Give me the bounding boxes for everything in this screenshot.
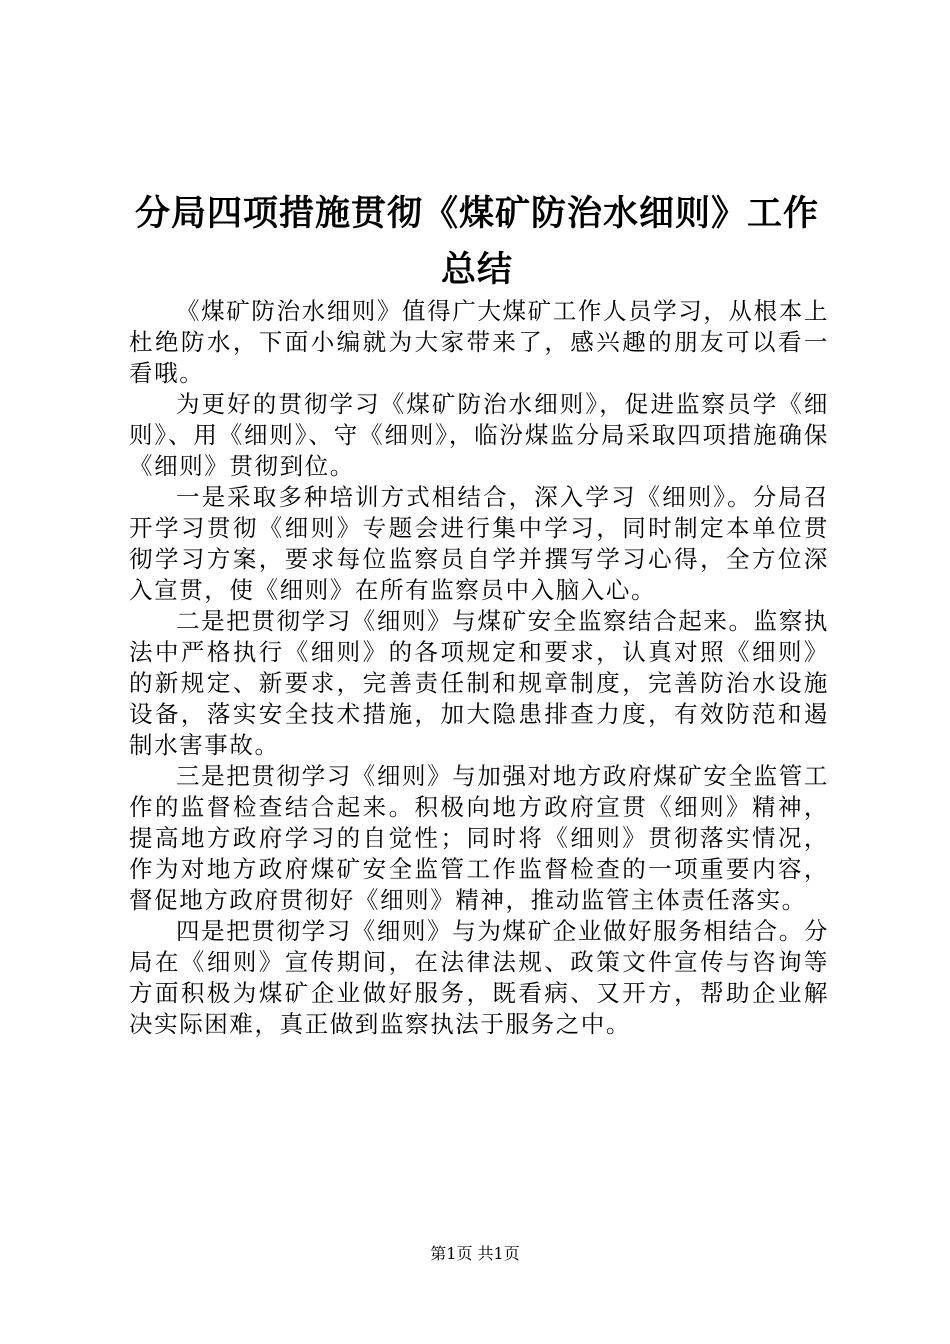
document-body bbox=[129, 296, 829, 1040]
document-title: 分局四项措施贯彻《煤矿防治水细则》工作总结 bbox=[134, 193, 819, 290]
page-number-footer: 第1页 共1页 bbox=[430, 1244, 520, 1263]
paragraph-measure-two: 二是把贯彻学习《细则》与煤矿安全监察结合起来。监察执法中严格执行《细则》的各项规定和要求，认真对照《细则》的新规定、新要求，完善责任制和规章制度，完善防治水设施设备，落实安全技术措施，加大隐患排查力度，有效防范和遏制水害事故。 bbox=[129, 607, 829, 759]
paragraph-measure-three: 三是把贯彻学习《细则》与加强对地方政府煤矿安全监管工作的监督检查结合起来。积极向地方政府宣贯《细则》精神，提高地方政府学习的自觉性；同时将《细则》贯彻落实情况，作为对地方政府煤矿安全监管工作监督检查的一项重要内容，督促地方政府贯彻好《细则》精神，推动监管主体责任落实。 bbox=[129, 762, 829, 914]
paragraph-measure-one: 一是采取多种培训方式相结合，深入学习《细则》。分局召开学习贯彻《细则》专题会进行集中学习，同时制定本单位贯彻学习方案，要求每位监察员自学并撰写学习心得，全方位深入宣贯，使《细则》在所有监察员中入脑入心。 bbox=[129, 483, 829, 604]
paragraph-measure-four: 四是把贯彻学习《细则》与为煤矿企业做好服务相结合。分局在《细则》宣传期间，在法律法规、政策文件宣传与咨询等方面积极为煤矿企业做好服务，既看病、又开方，帮助企业解决实际困难，真正做到监察执法于服务之中。 bbox=[129, 917, 829, 1038]
paragraph-overview: 为更好的贯彻学习《煤矿防治水细则》，促进监察员学《细则》、用《细则》、守《细则》，临汾煤监分局采取四项措施确保《细则》贯彻到位。 bbox=[129, 390, 829, 480]
paragraph-intro: 《煤矿防治水细则》值得广大煤矿工作人员学习，从根本上杜绝防水，下面小编就为大家带来了，感兴趣的朋友可以看一看哦。 bbox=[129, 297, 829, 387]
